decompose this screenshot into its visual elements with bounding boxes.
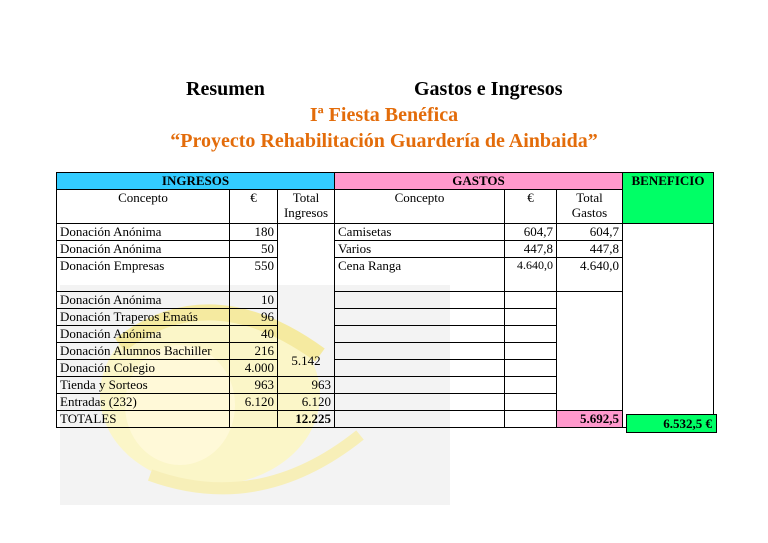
col-concepto-ingresos: Concepto	[57, 190, 230, 224]
beneficio-value: 6.532,5 €	[626, 414, 717, 433]
ingreso-concepto: Donación Colegio	[57, 360, 230, 377]
ingreso-euro: 50	[230, 241, 278, 258]
gasto-concepto: Varios	[335, 241, 505, 258]
table-row	[57, 224, 714, 241]
ingreso-total: 6.120	[278, 394, 335, 411]
table-row	[57, 241, 714, 258]
gasto-euro-empty	[505, 292, 557, 309]
total-ingresos: 12.225	[278, 411, 335, 428]
ingreso-concepto: Donación Anónima	[57, 224, 230, 241]
totales-label: TOTALES	[57, 411, 230, 428]
gasto-euro-empty	[505, 377, 557, 394]
col-euro-gastos: €	[505, 190, 557, 224]
ingreso-concepto: Donación Empresas	[57, 258, 230, 292]
gastos-header: GASTOS	[335, 173, 623, 190]
gasto-euro-empty	[505, 360, 557, 377]
gasto-total: 4.640,0	[557, 258, 623, 292]
ingreso-euro: 550	[230, 258, 278, 292]
col-total-ingresos: Total Ingresos	[278, 190, 335, 224]
ingreso-concepto: Tienda y Sorteos	[57, 377, 230, 394]
ingreso-total: 963	[278, 377, 335, 394]
ingreso-euro: 963	[230, 377, 278, 394]
ingreso-concepto: Donación Traperos Emaús	[57, 309, 230, 326]
ingreso-euro: 4.000	[230, 360, 278, 377]
ingreso-concepto: Donación Anónima	[57, 241, 230, 258]
title-gastos-ingresos: Gastos e Ingresos	[414, 78, 563, 100]
table-row	[57, 292, 714, 309]
gasto-total: 604,7	[557, 224, 623, 241]
ingreso-euro: 6.120	[230, 394, 278, 411]
ingreso-concepto: Entradas (232)	[57, 394, 230, 411]
ingreso-concepto: Donación Alumnos Bachiller	[57, 343, 230, 360]
gasto-euro: 604,7	[505, 224, 557, 241]
gasto-concepto-empty	[335, 377, 505, 394]
beneficio-header: BENEFICIO	[623, 173, 714, 224]
gasto-concepto: Cena Ranga	[335, 258, 505, 292]
gasto-euro: 4.640,0	[505, 258, 557, 292]
gasto-total: 447,8	[557, 241, 623, 258]
gasto-concepto-empty	[335, 360, 505, 377]
col-total-gastos: Total Gastos	[557, 190, 623, 224]
ingreso-concepto: Donación Anónima	[57, 292, 230, 309]
gasto-euro: 447,8	[505, 241, 557, 258]
gasto-concepto-empty	[335, 326, 505, 343]
title-resumen: Resumen	[186, 78, 265, 100]
gasto-total-empty	[557, 292, 623, 411]
gasto-euro-empty	[505, 326, 557, 343]
gasto-euro-empty	[505, 309, 557, 326]
beneficio-empty	[623, 224, 714, 428]
ingreso-euro: 180	[230, 224, 278, 241]
donaciones-total: 5.142	[278, 224, 335, 377]
ingreso-euro: 40	[230, 326, 278, 343]
gasto-concepto-empty	[335, 394, 505, 411]
summary-table	[56, 172, 714, 428]
ingreso-euro: 10	[230, 292, 278, 309]
gasto-euro-empty	[505, 394, 557, 411]
col-concepto-gastos: Concepto	[335, 190, 505, 224]
gasto-concepto: Camisetas	[335, 224, 505, 241]
ingreso-euro: 216	[230, 343, 278, 360]
totales-gasto-euro-empty	[505, 411, 557, 428]
gasto-concepto-empty	[335, 343, 505, 360]
subtitle-fiesta: Iª Fiesta Benéfica	[309, 104, 459, 126]
total-gastos: 5.692,5	[557, 411, 623, 428]
subtitle-proyecto: “Proyecto Rehabilitación Guardería de Ainbaida”	[170, 130, 598, 152]
ingreso-concepto: Donación Anónima	[57, 326, 230, 343]
table-row	[57, 258, 714, 292]
totales-euro-empty	[230, 411, 278, 428]
ingreso-euro: 96	[230, 309, 278, 326]
gasto-concepto-empty	[335, 309, 505, 326]
totales-gasto-concepto-empty	[335, 411, 505, 428]
ingresos-header: INGRESOS	[57, 173, 335, 190]
gasto-concepto-empty	[335, 292, 505, 309]
col-euro-ingresos: €	[230, 190, 278, 224]
totals-row	[57, 411, 714, 428]
gasto-euro-empty	[505, 343, 557, 360]
